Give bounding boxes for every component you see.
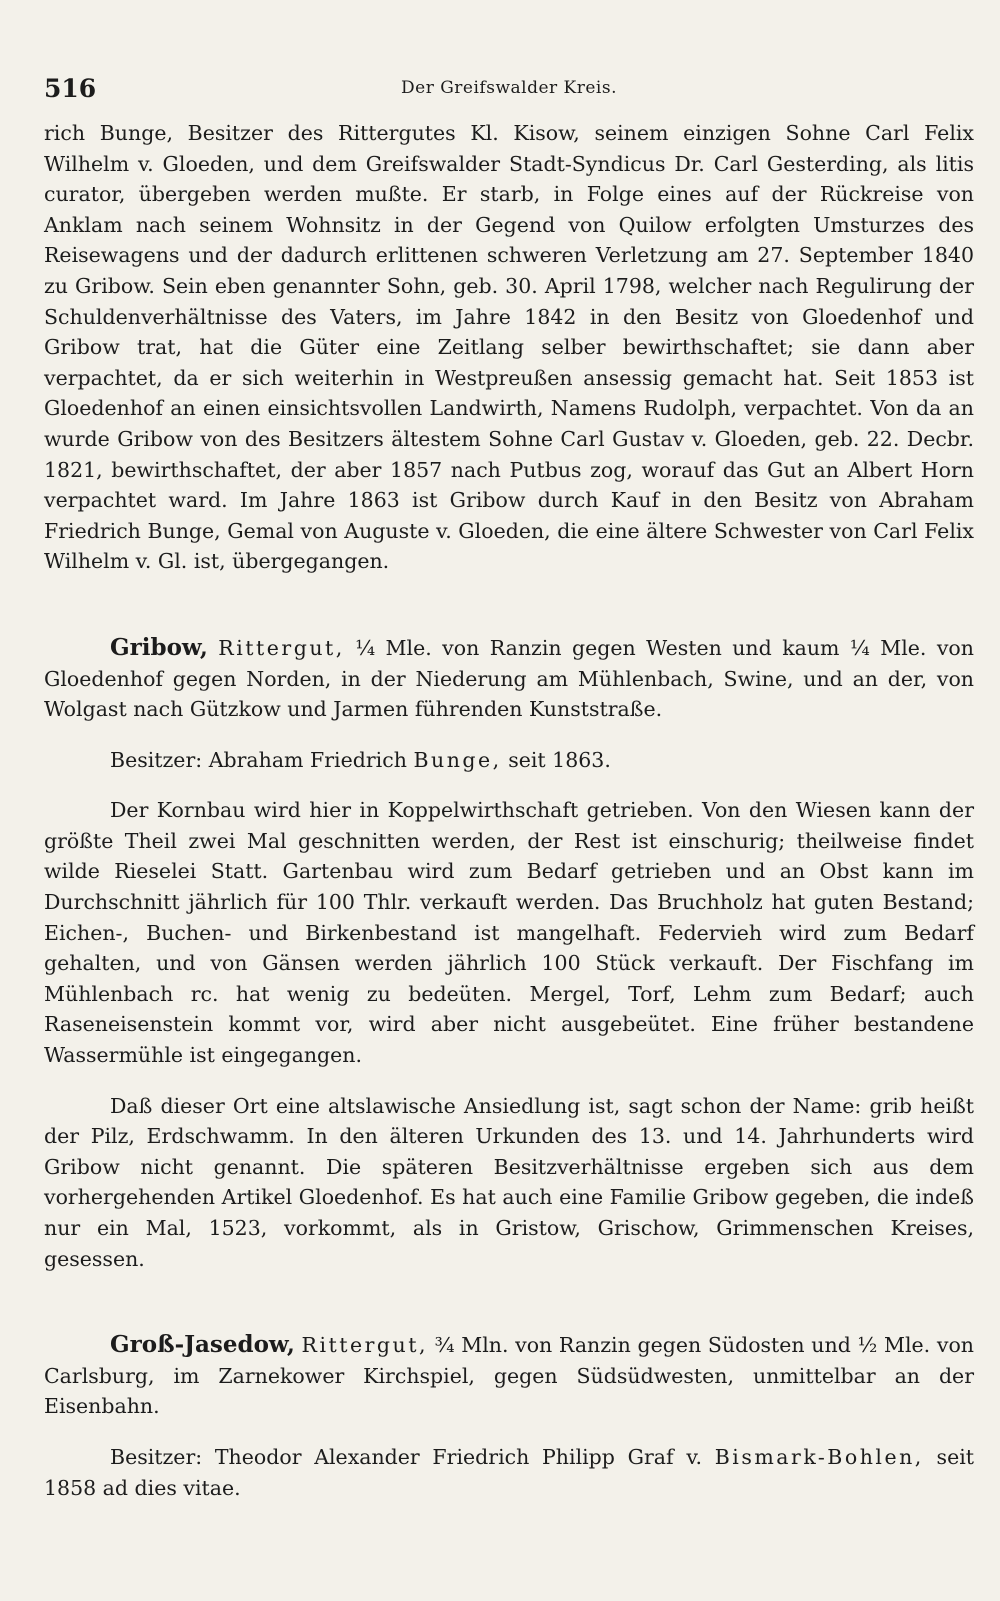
entry-gross-jasedow (44, 1330, 974, 1422)
entry-description-gribow: ¼ Mle. von Ranzin gegen Westen und kaum ¼ Mle. von Gloedenhof gegen Norden, in der Niederung am Mühlenbach, Swine, und an der, von Wolgast nach Gützkow und Jarmen führenden Kunststraße. (44, 635, 974, 722)
owner-surname: Bismark-Bohlen, (714, 1444, 924, 1469)
entry-gribow (44, 633, 974, 725)
owner-since: seit 1863. (508, 747, 611, 772)
owner-since: seit 1858 ad dies vitae. (44, 1444, 974, 1500)
owner-first-names: Abraham Friedrich (208, 747, 407, 772)
owner-line-gross-jasedow (44, 1442, 974, 1503)
owner-first-names: Theodor Alexander Friedrich Philipp Graf v. (214, 1444, 702, 1469)
paragraph-kornbau: Der Kornbau wird hier in Koppelwirthschaft getrieben. Von den Wiesen kann der größte Theil zwei Mal geschnitten werden, der Rest ist einschurig; theilweise findet wilde Rieselei Statt. Gartenbau wird zum Bedarf getrieben und an Obst kann im Durchschnitt jährlich für 100 Thlr. verkauft werden. Das Bruchholz hat guten Bestand; Eichen-, Buchen- und Birkenbestand ist mangelhaft. Federvieh wird zum Bedarf gehalten, und von Gänsen werden jährlich 100 Stück verkauft. Der Fischfang im Mühlenbach rc. hat wenig zu bedeüten. Mergel, Torf, Lehm zum Bedarf; auch Raseneisenstein kommt vor, wird aber nicht ausgebeütet. Eine früher bestandene Wassermühle ist eingegangen. (44, 798, 974, 1068)
page-header (44, 74, 974, 118)
entry-type-gribow: Rittergut, (218, 635, 345, 660)
running-title: Der Greifswalder Kreis. (401, 78, 617, 98)
owner-label: Besitzer: (110, 747, 203, 772)
entry-description-gross-jasedow: ¾ Mln. von Ranzin gegen Südosten und ½ Mle. von Carlsburg, im Zarnekower Kirchspiel, gegen Südsüdwesten, unmittelbar an der Eisenbahn. (44, 1333, 974, 1419)
owner-label: Besitzer: (110, 1444, 203, 1469)
entry-type-gross-jasedow: Rittergut, (301, 1333, 428, 1358)
entry-name-gross-jasedow: Groß-Jasedow, (110, 1331, 295, 1359)
owner-line-gribow (44, 745, 974, 776)
paragraph-slawisch: Daß dieser Ort eine altslawische Ansiedlung ist, sagt schon der Name: grib heißt der Pilz, Erdschwamm. In den älteren Urkunden des 13. und 14. Jahrhunderts wird Gribow nicht genannt. Die späteren Besitzverhältnisse ergeben sich aus dem vorhergehenden Artikel Gloedenhof. Es hat auch eine Familie Gribow gegeben, die indeß nur ein Mal, 1523, vorkommt, als in Gristow, Grischow, Grimmenschen Kreises, gesessen. (44, 1093, 974, 1271)
page-number: 516 (44, 74, 97, 103)
owner-surname: Bunge, (413, 747, 502, 772)
paragraph-continuation: rich Bunge, Besitzer des Rittergutes Kl. Kisow, seinem einzigen Sohne Carl Felix Wilhelm v. Gloeden, und dem Greifswalder Stadt-Syndicus Dr. Carl Gesterding, als litis curator, übergeben werden mußte. Er starb, in Folge eines auf der Rückreise von Anklam nach seinem Wohnsitz in der Gegend von Quilow erfolgten Umsturzes des Reisewagens und der dadurch erlittenen schweren Verletzung am 27. September 1840 zu Gribow. Sein eben genannter Sohn, geb. 30. April 1798, welcher nach Regulirung der Schuldenverhältnisse des Vaters, im Jahre 1842 in den Besitz von Gloedenhof und Gribow trat, hat die Güter eine Zeitlang selber bewirthschaftet; sie dann aber verpachtet, da er sich weiterhin in Westpreußen ansessig gemacht hat. Seit 1853 ist Gloedenhof an einen einsichtsvollen Landwirth, Namens Rudolph, verpachtet. Von da an wurde Gribow von des Besitzers ältestem Sohne Carl Gustav v. Gloeden, geb. 22. Decbr. 1821, bewirthschaftet, der aber 1857 nach Putbus zog, worauf das Gut an Albert Horn verpachtet ward. Im Jahre 1863 ist Gribow durch Kauf in den Besitz von Abraham Friedrich Bunge, Gemal von Auguste v. Gloeden, die eine ältere Schwester von Carl Felix Wilhelm v. Gl. ist, übergegangen. (44, 121, 974, 574)
entry-name-gribow: Gribow, (110, 633, 208, 661)
